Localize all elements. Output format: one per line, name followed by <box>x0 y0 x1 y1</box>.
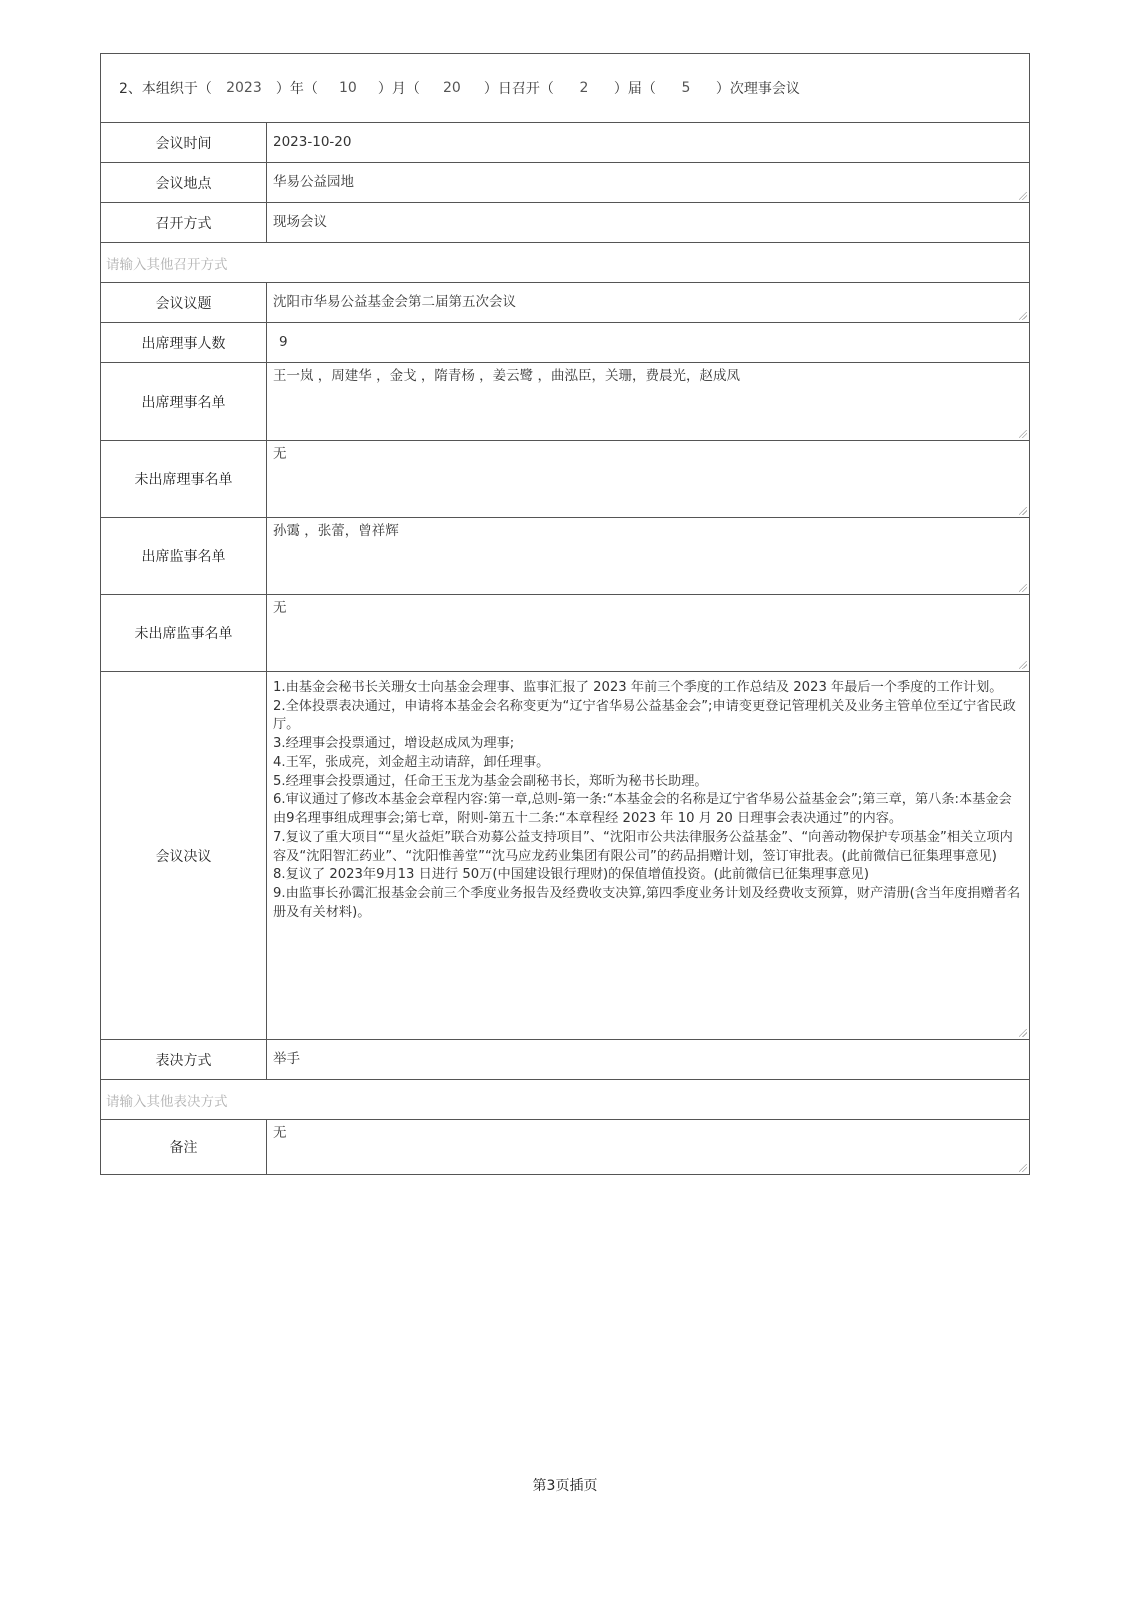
meeting-place-value: 华易公益园地 <box>273 174 354 191</box>
meeting-method-select[interactable]: 现场会议 <box>273 214 327 231</box>
resize-handle-icon[interactable] <box>1019 312 1027 320</box>
meeting-topic-label: 会议议题 <box>101 283 267 322</box>
header-month-suffix: ）月（ <box>377 81 420 97</box>
remarks-value: 无 <box>273 1125 287 1141</box>
attending-directors-row <box>101 362 1029 440</box>
other-method-row <box>101 242 1029 282</box>
absent-directors-field[interactable] <box>267 441 1029 517</box>
header-year-suffix: ）年（ <box>275 81 318 97</box>
attending-supervisors-value: 孙霭 ，张蕾，曾祥辉 <box>273 523 399 539</box>
attending-directors-value: 王一岚 ，周建华 ，金戈 ，隋青杨 ，姜云鹭 ，曲泓臣，关珊，费晨光，赵成凤 <box>273 368 740 384</box>
header-session-suffix: ）届（ <box>613 81 656 97</box>
absent-directors-label: 未出席理事名单 <box>101 441 267 517</box>
meeting-place-field[interactable] <box>267 163 1029 202</box>
resize-handle-icon[interactable] <box>1019 584 1027 592</box>
meeting-method-label: 召开方式 <box>101 203 267 242</box>
attending-supervisors-row <box>101 517 1029 594</box>
resolution-item: 7.复议了重大项目““星火益炬”联合劝募公益支持项目”、“沈阳市公共法律服务公益基金”、“向善动物保护专项基金”相关立项内容及“沈阳智汇药业”、“沈阳惟善堂”“沈马应龙药业集团有限公司”的药品捐赠计划，签订审批表。(此前微信已征集理事意见) <box>273 829 1013 864</box>
remarks-field[interactable] <box>267 1120 1029 1174</box>
other-vote-input[interactable]: 请输入其他表决方式 <box>106 1093 228 1110</box>
other-method-input[interactable]: 请输入其他召开方式 <box>106 256 228 273</box>
resize-handle-icon[interactable] <box>1019 192 1027 200</box>
resolution-item: 1.由基金会秘书长关珊女士向基金会理事、监事汇报了 2023 年前三个季度的工作总结及 2023 年最后一个季度的工作计划。 <box>273 680 1003 695</box>
meeting-time-row <box>101 122 1029 162</box>
meeting-place-row <box>101 162 1029 202</box>
resize-handle-icon[interactable] <box>1019 1164 1027 1172</box>
resolution-item: 6.审议通过了修改本基金会章程内容:第一章,总则-第一条:“本基金会的名称是辽宁省华易公益基金会”;第三章，第八条:本基金会由9名理事组成理事会;第七章，附则-第五十二条:“本章程经 2023 年 10 月 20 日理事会表决通过”的内容。 <box>273 792 1012 827</box>
header-day-suffix: ）日召开（ <box>483 81 554 97</box>
absent-supervisors-label: 未出席监事名单 <box>101 595 267 671</box>
resolution-item: 3.经理事会投票通过，增设赵成凤为理事; <box>273 736 515 752</box>
remarks-label: 备注 <box>101 1120 267 1174</box>
meeting-topic-row <box>101 282 1029 322</box>
resolution-item: 8.复议了 2023年9月13 日进行 50万(中国建设银行理财)的保值增值投资。(此前微信已征集理事意见) <box>273 867 869 883</box>
attending-supervisors-field[interactable] <box>267 518 1029 594</box>
absent-supervisors-row <box>101 594 1029 671</box>
resolution-item: 4.王军，张成亮，刘金超主动请辞，卸任理事。 <box>273 754 550 770</box>
resize-handle-icon[interactable] <box>1019 1029 1027 1037</box>
vote-method-label: 表决方式 <box>101 1040 267 1079</box>
resolutions-label: 会议决议 <box>101 672 267 1039</box>
absent-supervisors-value: 无 <box>273 600 287 616</box>
meeting-topic-field[interactable] <box>267 283 1029 322</box>
day-field[interactable]: 20 <box>443 80 461 96</box>
absent-supervisors-field[interactable] <box>267 595 1029 671</box>
meeting-time-label: 会议时间 <box>101 123 267 162</box>
meeting-form <box>100 53 1030 1175</box>
resolution-item: 9.由监事长孙霭汇报基金会前三个季度业务报告及经费收支决算,第四季度业务计划及经费收支预算，财产清册(含当年度捐赠者名册及有关材料)。 <box>273 886 1021 920</box>
meeting-topic-value: 沈阳市华易公益基金会第二届第五次会议 <box>273 294 516 311</box>
vote-method-row <box>101 1039 1029 1079</box>
vote-method-select[interactable]: 举手 <box>273 1051 300 1068</box>
attending-count-label: 出席理事人数 <box>101 323 267 362</box>
meeting-header <box>101 54 800 122</box>
meeting-method-row <box>101 202 1029 242</box>
other-vote-row <box>101 1079 1029 1119</box>
page-footer: 第3页插页 <box>532 1478 598 1494</box>
attending-supervisors-label: 出席监事名单 <box>101 518 267 594</box>
attending-count-field[interactable]: 9 <box>279 334 288 351</box>
header-meeting-suffix: ）次理事会议 <box>715 81 800 97</box>
year-field[interactable]: 2023 <box>226 80 262 96</box>
resolution-item: 2.全体投票表决通过，申请将本基金会名称变更为“辽宁省华易公益基金会”;申请变更登记管理机关及业务主管单位至辽宁省民政厅。 <box>273 698 1016 733</box>
absent-directors-row <box>101 440 1029 517</box>
resolutions-field[interactable] <box>267 672 1029 1039</box>
session-field[interactable]: 2 <box>579 80 589 96</box>
resolution-item: 5.经理事会投票通过，任命王玉龙为基金会副秘书长，郑昕为秘书长助理。 <box>273 773 708 789</box>
meeting-number-field[interactable]: 5 <box>681 80 691 96</box>
month-field[interactable]: 10 <box>339 80 357 96</box>
resize-handle-icon[interactable] <box>1019 430 1027 438</box>
header-row <box>101 54 1029 122</box>
remarks-row <box>101 1119 1029 1174</box>
resize-handle-icon[interactable] <box>1019 507 1027 515</box>
resize-handle-icon[interactable] <box>1019 661 1027 669</box>
attending-count-row <box>101 322 1029 362</box>
attending-directors-field[interactable] <box>267 363 1029 440</box>
resolutions-row <box>101 671 1029 1039</box>
absent-directors-value: 无 <box>273 446 287 462</box>
header-prefix: 2、本组织于（ <box>119 81 212 97</box>
meeting-time-field[interactable]: 2023-10-20 <box>273 134 352 151</box>
attending-directors-label: 出席理事名单 <box>101 363 267 440</box>
meeting-place-label: 会议地点 <box>101 163 267 202</box>
